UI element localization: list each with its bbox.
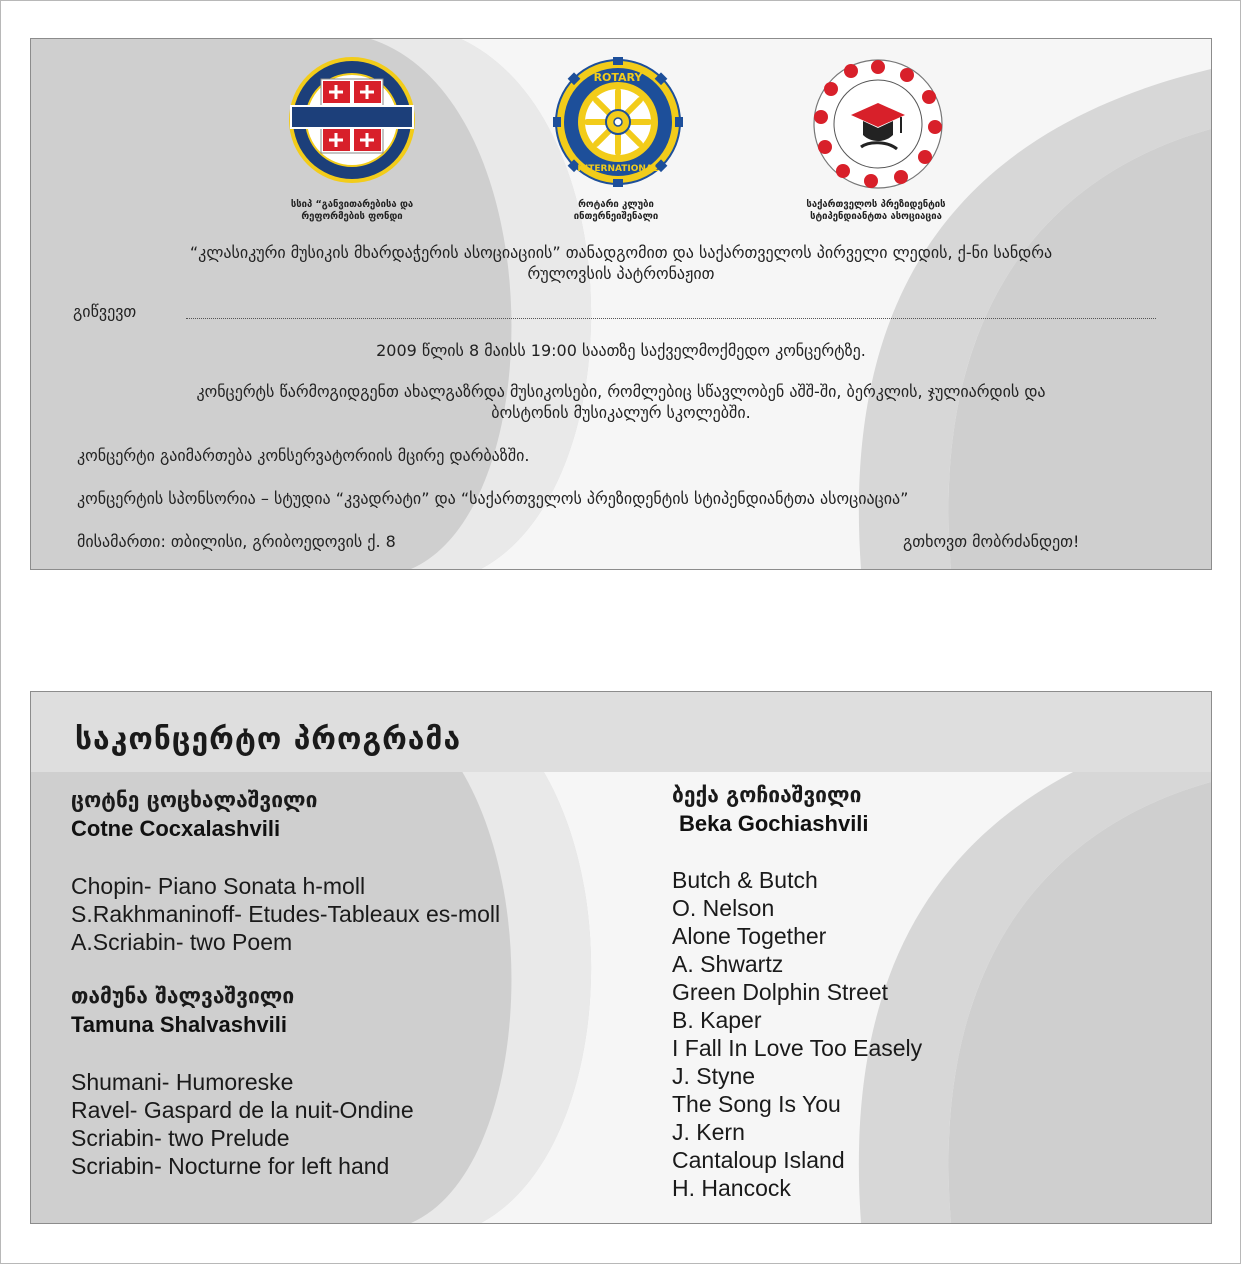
foundation-logo: [287, 55, 417, 185]
piece-item: Green Dolphin Street: [672, 979, 889, 1005]
rotary-logo: [553, 57, 683, 187]
piece-item: Scriabin- two Prelude: [71, 1125, 290, 1151]
piece-list: [672, 866, 922, 1202]
association-caption: საქართველოს პრეზიდენტის სტიპენდიანტთა ასოციაცია: [806, 199, 946, 222]
association-logo: [811, 57, 945, 191]
piece-item: J. Styne: [672, 1063, 756, 1089]
piece-item: Shumani- Humoreske: [71, 1069, 294, 1095]
performer-name-en: Cotne Cocxalashvili: [71, 816, 281, 841]
invite-word: გიწვევთ: [73, 302, 137, 321]
piece-item: Alone Together: [672, 923, 827, 949]
piece-item: H. Hancock: [672, 1175, 791, 1201]
address: მისამართი: თბილისი, გრიბოედოვის ქ. 8: [77, 532, 396, 551]
piece-item: Chopin- Piano Sonata h-moll: [71, 873, 366, 899]
performers-line: კონცერტს წარმოგიდგენთ ახალგაზრდა მუსიკოსები, რომლებიც სწავლობენ აშშ-ში, ბერკლის, ჯულიარდის და ბოსტონის მუსიკალურ სკოლებში.: [196, 382, 1046, 422]
piece-item: Ravel- Gaspard de la nuit-Ondine: [71, 1097, 414, 1123]
invitation-card: [30, 38, 1212, 570]
program-card: [30, 691, 1212, 1224]
rotary-ring-top: ROTARY: [593, 71, 643, 84]
rotary-ring-bottom: INTERNATIONAL: [577, 164, 659, 174]
program-title: საკონცერტო პროგრამა: [75, 722, 462, 757]
performer-name-ka: თამუნა შალვაშვილი: [71, 984, 295, 1008]
performer-name-en: Tamuna Shalvashvili: [71, 1012, 288, 1037]
piece-item: B. Kaper: [672, 1007, 762, 1033]
piece-item: A.Scriabin- two Poem: [71, 929, 293, 955]
performer-name-en: Beka Gochiashvili: [679, 811, 869, 836]
piece-item: Scriabin- Nocturne for left hand: [71, 1153, 390, 1179]
venue-line: კონცერტი გაიმართება კონსერვატორიის მცირე დარბაზში.: [77, 446, 530, 465]
piece-item: Cantaloup Island: [672, 1147, 845, 1173]
piece-item: A. Shwartz: [672, 951, 784, 977]
performer-name-ka: ბექა გოჩიაშვილი: [672, 783, 862, 807]
foundation-caption: სსიპ “განვითარებისა და რეფორმების ფონდი: [290, 199, 414, 222]
support-line: “კლასიკური მუსიკის მხარდაჭერის ასოციაციის” თანადგომით და საქართველოს პირველი ლედის, ქ-ნი სანდრა რულოვსის პატრონაჟით: [189, 243, 1053, 283]
piece-list: [71, 872, 500, 956]
piece-item: The Song Is You: [672, 1091, 841, 1117]
rotary-caption: როტარი კლუბი ინთერნეიშენალი: [573, 199, 659, 222]
piece-item: J. Kern: [672, 1119, 745, 1145]
piece-item: Butch & Butch: [672, 867, 818, 893]
piece-item: O. Nelson: [672, 895, 775, 921]
recipient-dotted-line: [186, 318, 1156, 319]
performer-name-ka: ცოტნე ცოცხალაშვილი: [71, 788, 318, 812]
piece-item: I Fall In Love Too Easely: [672, 1035, 923, 1061]
date-line: 2009 წლის 8 მაისს 19:00 საათზე საქველმოქმედო კონცერტზე.: [376, 341, 866, 360]
sponsor-line: კონცერტის სპონსორია – სტუდია “კვადრატი” და “საქართველოს პრეზიდენტის სტიპენდიანტთა ასოციაცია”: [77, 489, 909, 508]
welcome-text: გთხოვთ მობრძანდეთ!: [903, 532, 1080, 551]
piece-list: [71, 1068, 414, 1180]
piece-item: S.Rakhmaninoff- Etudes-Tableaux es-moll: [71, 901, 501, 927]
